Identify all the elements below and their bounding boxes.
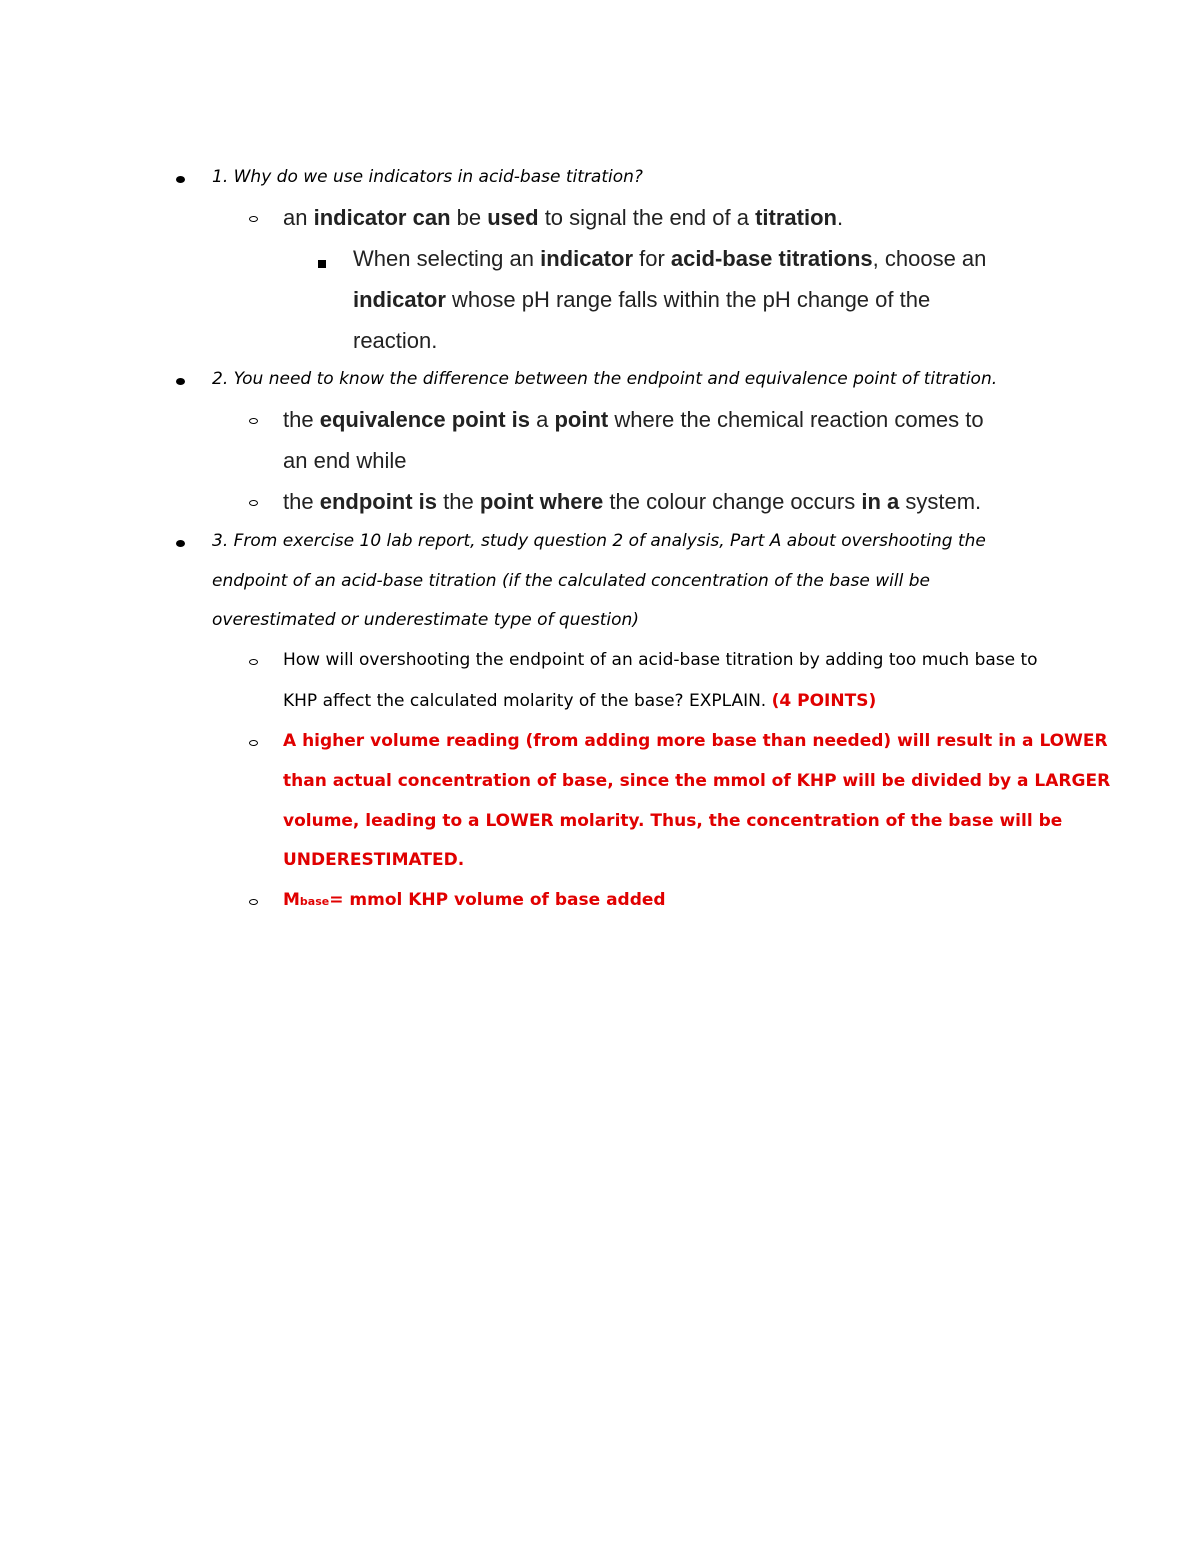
formula-symbol: M <box>283 890 300 910</box>
text-run: the <box>283 407 320 432</box>
bullet-disc-icon <box>176 176 185 183</box>
text-run-bold: acid-base titrations <box>670 246 873 271</box>
bullet-circle-icon <box>249 216 258 222</box>
text-run: where the chemical reaction comes to <box>608 407 984 432</box>
text-run: . <box>836 205 844 230</box>
q3-prompt-line2 <box>283 691 876 711</box>
bullet-circle-icon <box>249 500 258 506</box>
text-run-bold: indicator <box>540 246 634 271</box>
text-run-bold: in a <box>861 489 900 514</box>
question-3-line3: overestimated or underestimate type of question) <box>212 610 639 630</box>
text-run: the <box>283 489 320 514</box>
q1-answer <box>283 205 843 231</box>
points-label: (4 POINTS) <box>771 691 877 711</box>
q1-detail-line3: reaction. <box>353 328 438 353</box>
formula-text: = mmol KHP volume of base added <box>329 890 666 910</box>
question-3-line2: endpoint of an acid-base titration (if the calculated concentration of the base will be <box>212 571 930 591</box>
q1-detail-line1 <box>353 246 986 272</box>
question-1: 1. Why do we use indicators in acid-base titration? <box>212 167 643 187</box>
q2-endpoint-line <box>283 489 981 515</box>
text-run: an <box>283 205 314 230</box>
bullet-circle-icon <box>249 659 258 665</box>
q3-answer-line2: than actual concentration of base, since the mmol of KHP will be divided by a LARGER <box>283 771 1111 791</box>
text-run: whose pH range falls within the pH change of the <box>445 287 931 312</box>
bullet-circle-icon <box>249 899 258 905</box>
q3-formula <box>283 890 666 910</box>
q2-equivalence-line1 <box>283 407 984 433</box>
text-run-bold: endpoint is <box>319 489 438 514</box>
text-run: system. <box>899 489 982 514</box>
text-run: KHP affect the calculated molarity of the base? EXPLAIN. <box>283 691 772 711</box>
text-run-bold: titration <box>755 205 837 230</box>
bullet-circle-icon <box>249 740 258 746</box>
text-run: the colour change occurs <box>603 489 862 514</box>
question-3-line1: 3. From exercise 10 lab report, study question 2 of analysis, Part A about overshooting the <box>212 531 986 551</box>
question-2: 2. You need to know the difference between the endpoint and equivalence point of titration. <box>212 369 998 389</box>
q2-equivalence-line2: an end while <box>283 448 407 473</box>
q3-answer-line1: A higher volume reading (from adding more base than needed) will result in a LOWER <box>283 731 1108 751</box>
text-run-bold: indicator can <box>313 205 451 230</box>
text-run: the <box>437 489 480 514</box>
text-run: , choose an <box>872 246 987 271</box>
text-run: a <box>529 407 555 432</box>
text-run: be <box>450 205 488 230</box>
bullet-square-icon <box>318 260 326 268</box>
text-run-bold: equivalence point is <box>319 407 530 432</box>
text-run: for <box>633 246 671 271</box>
q3-answer-line3: volume, leading to a LOWER molarity. Thus, the concentration of the base will be <box>283 811 1063 831</box>
text-run-bold: indicator <box>353 287 446 312</box>
text-run: When selecting an <box>353 246 541 271</box>
q3-prompt-line1: How will overshooting the endpoint of an acid-base titration by adding too much base to <box>283 650 1038 670</box>
formula-subscript: base <box>299 895 330 908</box>
text-run-bold: point where <box>479 489 604 514</box>
bullet-disc-icon <box>176 540 185 547</box>
q3-answer-line4: UNDERESTIMATED. <box>283 850 465 870</box>
bullet-disc-icon <box>176 378 185 385</box>
text-run-bold: used <box>487 205 539 230</box>
text-run: to signal the end of a <box>538 205 756 230</box>
q1-detail-line2 <box>353 287 930 313</box>
text-run-bold: point <box>554 407 609 432</box>
bullet-circle-icon <box>249 418 258 424</box>
